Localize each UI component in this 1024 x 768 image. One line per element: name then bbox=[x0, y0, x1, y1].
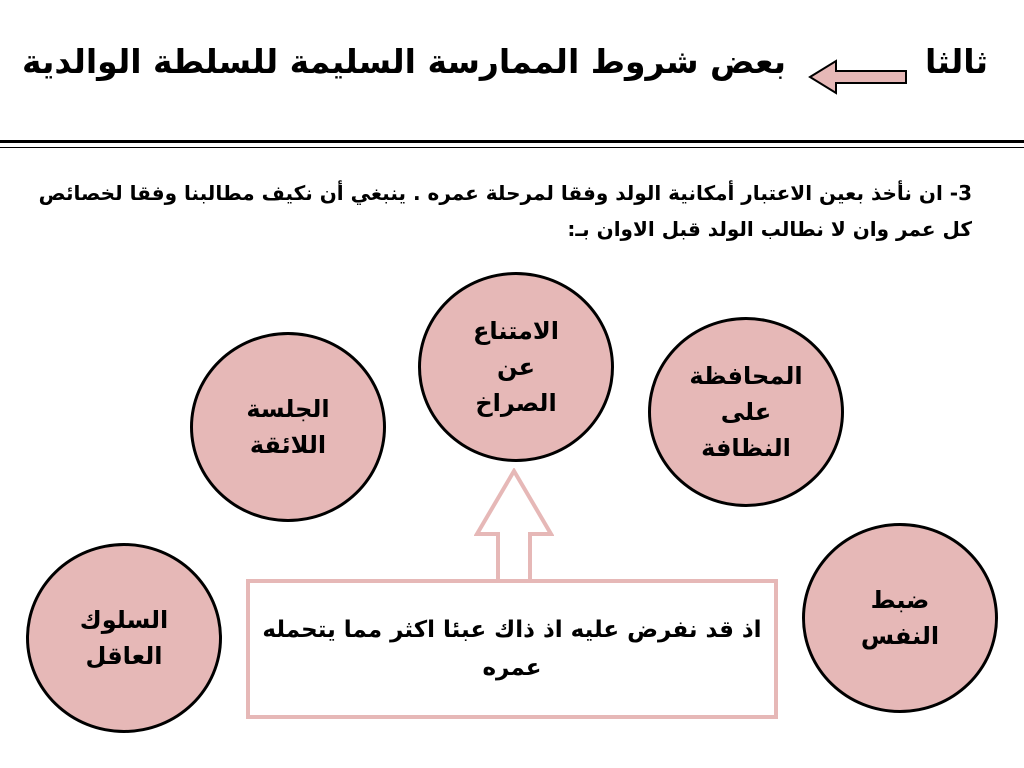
circle-self-control: ضبط النفس bbox=[802, 523, 998, 713]
up-arrow-icon bbox=[474, 468, 554, 586]
circle-no-shouting: الامتناع عن الصراخ bbox=[418, 272, 614, 462]
title-prefix: ثالثا bbox=[924, 42, 988, 81]
title-row bbox=[0, 0, 1024, 140]
circle-sensible-behavior: السلوك العاقل bbox=[26, 543, 222, 733]
slide-title: بعض شروط الممارسة السليمة للسلطة الوالدية bbox=[22, 42, 787, 81]
title-divider-thick bbox=[0, 140, 1024, 143]
note-text: اذ قد نفرض عليه اذ ذاك عبئا اكثر مما يتحمله عمره bbox=[262, 617, 762, 681]
title-divider-thin bbox=[0, 147, 1024, 148]
circle-cleanliness: المحافظة على النظافة bbox=[648, 317, 844, 507]
point-text: 3- ان نأخذ بعين الاعتبار أمكانية الولد وفقا لمرحلة عمره . ينبغي أن نكيف مطالبنا وفقا لخصائص كل عمر وان لا نطالب الولد قبل الاوان بـ: bbox=[38, 181, 972, 241]
note-box bbox=[246, 579, 778, 719]
left-arrow-icon bbox=[808, 57, 908, 97]
circle-proper-sitting: الجلسة اللائقة bbox=[190, 332, 386, 522]
